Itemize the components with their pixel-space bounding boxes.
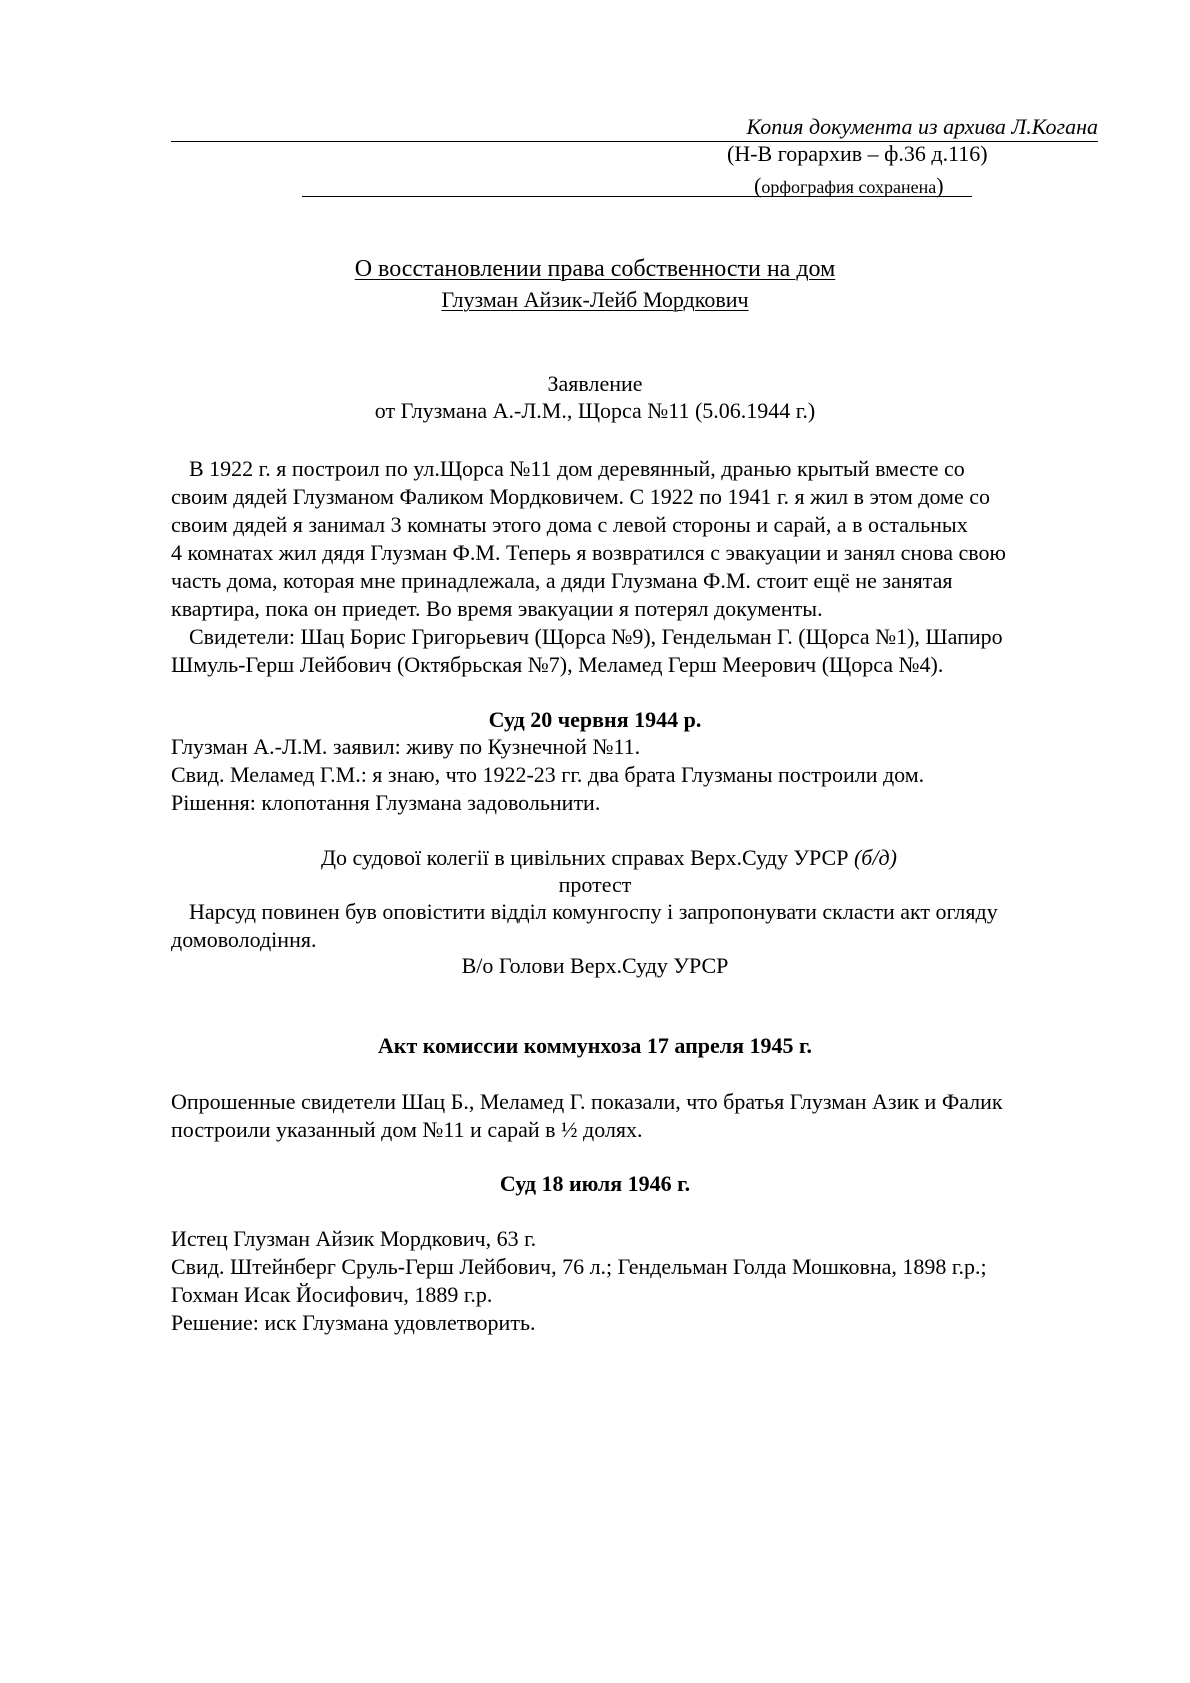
- court-1944-line: Рішення: клопотання Глузмана задовольнити.: [171, 790, 601, 815]
- archive-note: Копия документа из архива Л.Когана: [746, 114, 1098, 139]
- spelling-note-open-paren: (: [754, 173, 762, 198]
- court-1946-heading: Суд 18 июля 1946 г.: [499, 1171, 691, 1196]
- protest-line: Нарсуд повинен був оповістити відділ комунгоспу і запропонувати скласти акт огляду: [189, 899, 998, 924]
- protest-signature: В/о Голови Верх.Суду УРСР: [461, 953, 729, 978]
- spelling-note-close-paren: ): [936, 173, 944, 198]
- witness-line: Шмуль-Герш Лейбович (Октябрьская №7), Меламед Герш Меерович (Щорса №4).: [171, 652, 944, 677]
- statement-body: [171, 455, 1101, 679]
- document-subject-person: Глузман Айзик-Лейб Мордкович: [441, 287, 749, 312]
- spelling-note-text: орфография сохранена: [761, 177, 937, 197]
- archive-reference: (Н-В горархив – ф.36 д.116): [727, 141, 988, 166]
- court-1946-line: Истец Глузман Айзик Мордкович, 63 г.: [171, 1226, 537, 1251]
- court-1944-heading: Суд 20 червня 1944 р.: [488, 707, 702, 732]
- act-heading: Акт комиссии коммунхоза 17 апреля 1945 г.: [377, 1033, 813, 1058]
- act-body: [171, 1088, 1101, 1144]
- statement-line: часть дома, которая мне принадлежала, а дяди Глузмана Ф.М. стоит ещё не занятая: [171, 568, 953, 593]
- protest-addressee-note: (б/д): [853, 845, 897, 870]
- court-1944-body: [171, 733, 1101, 817]
- statement-line: квартира, пока он приедет. Во время эвакуации я потерял документы.: [171, 596, 823, 621]
- witness-line: Свидетели: Шац Борис Григорьевич (Щорса №9), Гендельман Г. (Щорса №1), Шапиро: [189, 624, 1003, 649]
- spelling-note: [754, 172, 944, 201]
- act-line: Опрошенные свидетели Шац Б., Меламед Г. показали, что братья Глузман Азик и Фалик: [171, 1089, 1003, 1114]
- protest-addressee: [321, 844, 897, 872]
- statement-from: от Глузмана А.-Л.М., Щорса №11 (5.06.1944 г.): [374, 398, 816, 423]
- court-1944-line: Глузман А.-Л.М. заявил: живу по Кузнечной №11.: [171, 734, 641, 759]
- protest-addressee-text: До судової колегії в цивільних справах Верх.Суду УРСР: [321, 845, 849, 870]
- statement-line: В 1922 г. я построил по ул.Щорса №11 дом деревянный, дранью крытый вместе со: [189, 456, 965, 481]
- protest-body: [171, 898, 1101, 954]
- court-1946-line: Решение: иск Глузмана удовлетворить.: [171, 1310, 536, 1335]
- court-1946-body: [171, 1225, 1101, 1337]
- statement-line: своим дядей я занимал 3 комнаты этого дома с левой стороны и сарай, а в остальных: [171, 512, 968, 537]
- statement-line: 4 комнатах жил дядя Глузман Ф.М. Теперь я возвратился с эвакуации и занял снова свою: [171, 540, 1006, 565]
- statement-line: своим дядей Глузманом Фаликом Мордковичем. С 1922 по 1941 г. я жил в этом доме со: [171, 484, 990, 509]
- protest-heading: протест: [558, 872, 632, 897]
- statement-heading: Заявление: [547, 371, 643, 396]
- protest-line: домоволодіння.: [171, 927, 317, 952]
- court-1944-line: Свид. Меламед Г.М.: я знаю, что 1922-23 гг. два брата Глузманы построили дом.: [171, 762, 925, 787]
- document-title: О восстановлении права собственности на дом: [354, 256, 836, 282]
- court-1946-line: Свид. Штейнберг Сруль-Герш Лейбович, 76 л.; Гендельман Голда Мошковна, 1898 г.р.;: [171, 1254, 987, 1279]
- act-line: построили указанный дом №11 и сарай в ½ долях.: [171, 1117, 643, 1142]
- court-1946-line: Гохман Исак Йосифович, 1889 г.р.: [171, 1282, 493, 1307]
